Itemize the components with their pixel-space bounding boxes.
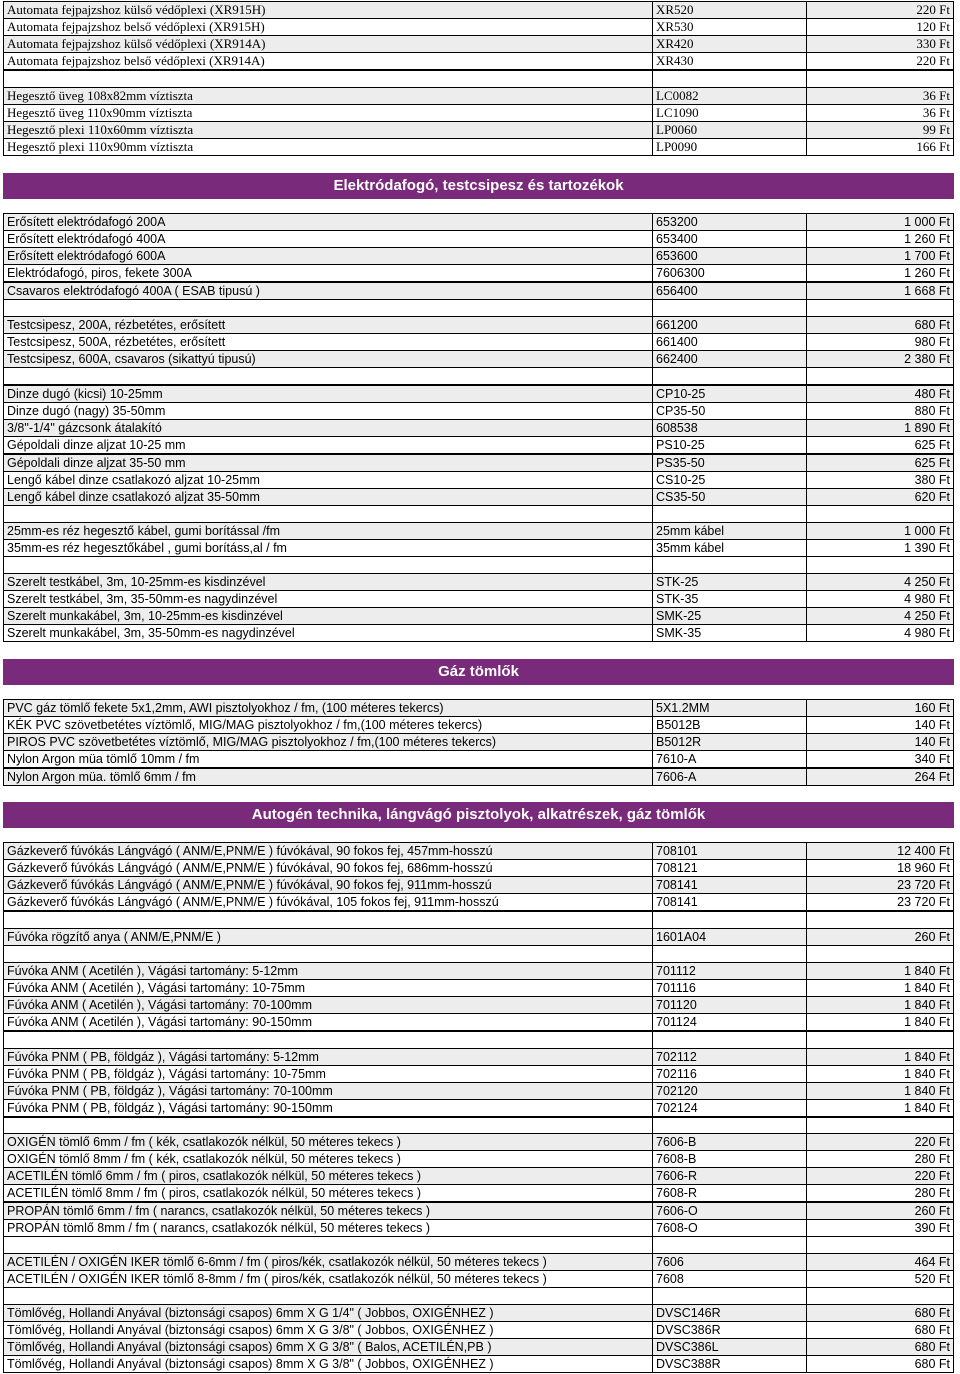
table-row: [3, 769, 954, 786]
table-row: [3, 214, 954, 231]
price-cell: 625 Ft: [806, 436, 954, 454]
price-cell: 880 Ft: [806, 402, 954, 420]
table-row: [3, 1049, 954, 1066]
table-row: [3, 980, 954, 997]
product-name-cell: Fúvóka PNM ( PB, földgáz ), Vágási tartomány: 70-100mm: [3, 1082, 653, 1100]
product-name-cell: Testcsipesz, 500A, rézbetétes, erősített: [3, 333, 653, 351]
product-name-cell: ACETILÉN tömlő 6mm / fm ( piros, csatlakozók nélkül, 50 méteres tekecs ): [3, 1167, 653, 1185]
empty-cell: [3, 911, 653, 929]
table-row: [3, 700, 954, 717]
empty-cell: [3, 299, 653, 317]
table-row: [3, 1151, 954, 1168]
price-cell: 260 Ft: [806, 928, 954, 946]
product-code-cell: 701120: [652, 996, 807, 1014]
empty-cell: [652, 945, 807, 963]
price-cell: 1 260 Ft: [806, 264, 954, 282]
price-cell: 1 840 Ft: [806, 1013, 954, 1031]
product-code-cell: 701124: [652, 1013, 807, 1031]
price-cell: 980 Ft: [806, 333, 954, 351]
table-row: [3, 472, 954, 489]
product-name-cell: Hegesztő plexi 110x90mm víztiszta: [3, 138, 653, 156]
price-cell: 464 Ft: [806, 1253, 954, 1271]
product-code-cell: 7606-B: [652, 1133, 807, 1151]
spacer-row: [3, 506, 954, 523]
product-name-cell: Fúvóka PNM ( PB, földgáz ), Vágási tartomány: 10-75mm: [3, 1065, 653, 1083]
price-cell: 1 000 Ft: [806, 522, 954, 540]
product-code-cell: 653200: [652, 213, 807, 231]
price-cell: 1 840 Ft: [806, 1099, 954, 1117]
price-cell: 220 Ft: [806, 1167, 954, 1185]
spacer-row: [3, 368, 954, 385]
product-name-cell: Szerelt testkábel, 3m, 35-50mm-es nagydinzével: [3, 590, 653, 608]
product-name-cell: PROPÁN tömlő 8mm / fm ( narancs, csatlakozók nélkül, 50 méteres tekecs ): [3, 1219, 653, 1237]
price-cell: 2 380 Ft: [806, 350, 954, 368]
table-row: [3, 717, 954, 734]
price-cell: 220 Ft: [806, 1, 954, 19]
product-code-cell: 702120: [652, 1082, 807, 1100]
empty-cell: [3, 945, 653, 963]
product-name-cell: Tömlővég, Hollandi Anyával (biztonsági csapos) 6mm X G 3/8" ( Jobbos, OXIGÉNHEZ ): [3, 1321, 653, 1339]
product-code-cell: SMK-35: [652, 624, 807, 642]
product-name-cell: Fúvóka ANM ( Acetilén ), Vágási tartomány: 70-100mm: [3, 996, 653, 1014]
product-name-cell: Szerelt munkakábel, 3m, 35-50mm-es nagydinzével: [3, 624, 653, 642]
section-header: Autogén technika, lángvágó pisztolyok, alkatrészek, gáz tömlők: [3, 802, 954, 828]
price-cell: 4 980 Ft: [806, 590, 954, 608]
price-cell: 36 Ft: [806, 87, 954, 105]
spacer-row: [3, 946, 954, 963]
product-name-cell: Csavaros elektródafogó 400A ( ESAB tipusú ): [3, 282, 653, 300]
product-code-cell: 5X1.2MM: [652, 699, 807, 717]
product-code-cell: 7608-O: [652, 1219, 807, 1237]
product-code-cell: 662400: [652, 350, 807, 368]
table-row: [3, 36, 954, 53]
product-name-cell: Hegesztő üveg 108x82mm víztiszta: [3, 87, 653, 105]
product-code-cell: 702124: [652, 1099, 807, 1117]
table-row: [3, 283, 954, 300]
spacer-row: [3, 300, 954, 317]
table-row: [3, 122, 954, 139]
product-name-cell: Automata fejpajzshoz belső védőplexi (XR915H): [3, 18, 653, 36]
product-name-cell: Fúvóka ANM ( Acetilén ), Vágási tartomány: 90-150mm: [3, 1013, 653, 1031]
empty-cell: [652, 1031, 807, 1049]
product-code-cell: 708141: [652, 876, 807, 894]
product-name-cell: Szerelt munkakábel, 3m, 10-25mm-es kisdinzével: [3, 607, 653, 625]
price-cell: 1 000 Ft: [806, 213, 954, 231]
product-name-cell: Gázkeverő fúvókás Lángvágó ( ANM/E,PNM/E ) fúvókával, 105 fokos fej, 911mm-hosszú: [3, 893, 653, 911]
price-cell: 680 Ft: [806, 1355, 954, 1373]
product-name-cell: Tömlővég, Hollandi Anyával (biztonsági csapos) 8mm X G 3/8" ( Jobbos, OXIGÉNHEZ ): [3, 1355, 653, 1373]
table-row: [3, 523, 954, 540]
table-row: [3, 1134, 954, 1151]
product-name-cell: KÉK PVC szövetbetétes víztömlő, MIG/MAG pisztolyokhoz / fm,(100 méteres tekercs): [3, 716, 653, 734]
empty-cell: [806, 505, 954, 523]
product-code-cell: CP10-25: [652, 385, 807, 403]
product-name-cell: Testcsipesz, 200A, rézbetétes, erősített: [3, 316, 653, 334]
product-name-cell: Tömlővég, Hollandi Anyával (biztonsági csapos) 6mm X G 1/4" ( Jobbos, OXIGÉNHEZ ): [3, 1304, 653, 1322]
price-cell: 4 250 Ft: [806, 573, 954, 591]
product-code-cell: 708141: [652, 893, 807, 911]
table-row: [3, 455, 954, 472]
product-name-cell: PIROS PVC szövetbetétes víztömlő, MIG/MAG pisztolyokhoz / fm,(100 méteres tekercs): [3, 733, 653, 751]
product-code-cell: 1601A04: [652, 928, 807, 946]
table-row: [3, 334, 954, 351]
price-cell: 280 Ft: [806, 1184, 954, 1202]
table-row: [3, 489, 954, 506]
table-row: [3, 105, 954, 122]
table-row: [3, 351, 954, 368]
product-name-cell: Fúvóka PNM ( PB, földgáz ), Vágási tartomány: 90-150mm: [3, 1099, 653, 1117]
product-code-cell: LC0082: [652, 87, 807, 105]
product-code-cell: STK-35: [652, 590, 807, 608]
table-row: [3, 1203, 954, 1220]
table-row: [3, 608, 954, 625]
table-row: [3, 625, 954, 642]
product-code-cell: LP0060: [652, 121, 807, 139]
product-name-cell: Fúvóka PNM ( PB, földgáz ), Vágási tartomány: 5-12mm: [3, 1048, 653, 1066]
table-row: [3, 1014, 954, 1031]
price-cell: 220 Ft: [806, 1133, 954, 1151]
empty-cell: [3, 1287, 653, 1305]
table-row: [3, 1083, 954, 1100]
empty-cell: [806, 556, 954, 574]
price-cell: 140 Ft: [806, 716, 954, 734]
price-cell: 23 720 Ft: [806, 876, 954, 894]
price-cell: 520 Ft: [806, 1270, 954, 1288]
table-row: [3, 1066, 954, 1083]
table-row: [3, 751, 954, 768]
product-code-cell: 7606: [652, 1253, 807, 1271]
product-name-cell: PROPÁN tömlő 6mm / fm ( narancs, csatlakozók nélkül, 50 méteres tekecs ): [3, 1202, 653, 1220]
table-row: [3, 860, 954, 877]
product-code-cell: 7608-R: [652, 1184, 807, 1202]
price-cell: 99 Ft: [806, 121, 954, 139]
empty-cell: [806, 367, 954, 385]
price-cell: 1 700 Ft: [806, 247, 954, 265]
product-name-cell: Nylon Argon müa tömlő 10mm / fm: [3, 750, 653, 768]
product-name-cell: Gépoldali dinze aljzat 10-25 mm: [3, 436, 653, 454]
product-code-cell: 653400: [652, 230, 807, 248]
table-row: [3, 877, 954, 894]
table-row: [3, 248, 954, 265]
price-cell: 1 840 Ft: [806, 1065, 954, 1083]
product-code-cell: LC1090: [652, 104, 807, 122]
product-code-cell: 7606-R: [652, 1167, 807, 1185]
empty-cell: [806, 70, 954, 88]
product-code-cell: 701116: [652, 979, 807, 997]
price-cell: 1 890 Ft: [806, 419, 954, 437]
product-name-cell: Lengő kábel dinze csatlakozó aljzat 10-25mm: [3, 471, 653, 489]
empty-cell: [652, 1117, 807, 1135]
product-code-cell: PS10-25: [652, 436, 807, 454]
product-name-cell: 25mm-es réz hegesztő kábel, gumi borítással /fm: [3, 522, 653, 540]
product-name-cell: Dinze dugó (nagy) 35-50mm: [3, 402, 653, 420]
price-cell: 1 668 Ft: [806, 282, 954, 300]
product-code-cell: B5012B: [652, 716, 807, 734]
empty-cell: [652, 505, 807, 523]
product-code-cell: DVSC146R: [652, 1304, 807, 1322]
product-code-cell: DVSC386R: [652, 1321, 807, 1339]
price-cell: 160 Ft: [806, 699, 954, 717]
product-code-cell: XR430: [652, 52, 807, 70]
product-code-cell: XR530: [652, 18, 807, 36]
price-cell: 680 Ft: [806, 316, 954, 334]
product-code-cell: 702116: [652, 1065, 807, 1083]
table-row: [3, 574, 954, 591]
price-cell: 1 840 Ft: [806, 1082, 954, 1100]
price-cell: 330 Ft: [806, 35, 954, 53]
empty-cell: [3, 367, 653, 385]
table-row: [3, 1271, 954, 1288]
product-name-cell: OXIGÉN tömlő 6mm / fm ( kék, csatlakozók nélkül, 50 méteres tekecs ): [3, 1133, 653, 1151]
table-row: [3, 403, 954, 420]
table-row: [3, 1356, 954, 1373]
price-cell: 680 Ft: [806, 1304, 954, 1322]
empty-cell: [3, 556, 653, 574]
table-row: [3, 437, 954, 454]
table-row: [3, 1339, 954, 1356]
product-code-cell: 608538: [652, 419, 807, 437]
product-code-cell: 653600: [652, 247, 807, 265]
table-row: [3, 19, 954, 36]
product-code-cell: DVSC386L: [652, 1338, 807, 1356]
product-name-cell: Szerelt testkábel, 3m, 10-25mm-es kisdinzével: [3, 573, 653, 591]
empty-cell: [652, 70, 807, 88]
product-code-cell: LP0090: [652, 138, 807, 156]
product-name-cell: Fúvóka ANM ( Acetilén ), Vágási tartomány: 5-12mm: [3, 962, 653, 980]
product-name-cell: Dinze dugó (kicsi) 10-25mm: [3, 385, 653, 403]
product-name-cell: ACETILÉN / OXIGÉN IKER tömlő 8-8mm / fm ( piros/kék, csatlakozók nélkül, 50 méteres tekecs ): [3, 1270, 653, 1288]
product-code-cell: B5012R: [652, 733, 807, 751]
product-name-cell: 35mm-es réz hegesztőkábel , gumi borításs,al / fm: [3, 539, 653, 557]
spacer-row: [3, 557, 954, 574]
empty-cell: [652, 556, 807, 574]
empty-cell: [806, 1236, 954, 1254]
price-cell: 380 Ft: [806, 471, 954, 489]
empty-cell: [806, 1117, 954, 1135]
product-code-cell: 656400: [652, 282, 807, 300]
product-code-cell: 25mm kábel: [652, 522, 807, 540]
table-row: [3, 317, 954, 334]
product-code-cell: PS35-50: [652, 454, 807, 472]
product-code-cell: 7610-A: [652, 750, 807, 768]
product-name-cell: Erősített elektródafogó 400A: [3, 230, 653, 248]
price-cell: 1 260 Ft: [806, 230, 954, 248]
product-name-cell: Erősített elektródafogó 200A: [3, 213, 653, 231]
table-row: [3, 843, 954, 860]
price-cell: 1 840 Ft: [806, 962, 954, 980]
price-cell: 4 250 Ft: [806, 607, 954, 625]
product-name-cell: Automata fejpajzshoz belső védőplexi (XR914A): [3, 52, 653, 70]
product-code-cell: 7606-A: [652, 768, 807, 786]
empty-cell: [3, 505, 653, 523]
product-name-cell: OXIGÉN tömlő 8mm / fm ( kék, csatlakozók nélkül, 50 méteres tekecs ): [3, 1150, 653, 1168]
table-row: [3, 88, 954, 105]
product-name-cell: Nylon Argon müa. tömlő 6mm / fm: [3, 768, 653, 786]
product-code-cell: STK-25: [652, 573, 807, 591]
price-cell: 680 Ft: [806, 1338, 954, 1356]
price-cell: 1 840 Ft: [806, 996, 954, 1014]
price-cell: 340 Ft: [806, 750, 954, 768]
spacer-row: [3, 1237, 954, 1254]
product-name-cell: 3/8"-1/4" gázcsonk átalakító: [3, 419, 653, 437]
empty-cell: [806, 1031, 954, 1049]
product-name-cell: Gázkeverő fúvókás Lángvágó ( ANM/E,PNM/E ) fúvókával, 90 fokos fej, 457mm-hosszú: [3, 842, 653, 860]
spacer-row: [3, 1288, 954, 1305]
empty-cell: [652, 911, 807, 929]
price-cell: 1 390 Ft: [806, 539, 954, 557]
price-cell: 166 Ft: [806, 138, 954, 156]
table-row: [3, 53, 954, 70]
product-name-cell: Automata fejpajzshoz külső védőplexi (XR914A): [3, 35, 653, 53]
price-cell: 120 Ft: [806, 18, 954, 36]
table-row: [3, 1185, 954, 1202]
product-code-cell: 35mm kábel: [652, 539, 807, 557]
spacer-row: [3, 912, 954, 929]
table-row: [3, 997, 954, 1014]
product-code-cell: CS35-50: [652, 488, 807, 506]
table-row: [3, 231, 954, 248]
table-row: [3, 1322, 954, 1339]
product-name-cell: Hegesztő üveg 110x90mm víztiszta: [3, 104, 653, 122]
price-cell: 680 Ft: [806, 1321, 954, 1339]
table-row: [3, 929, 954, 946]
product-code-cell: 701112: [652, 962, 807, 980]
product-name-cell: Tömlővég, Hollandi Anyával (biztonsági csapos) 6mm X G 3/8" ( Balos, ACETILÉN,PB ): [3, 1338, 653, 1356]
table-row: [3, 2, 954, 19]
table-row: [3, 420, 954, 437]
section-header: Gáz tömlők: [3, 659, 954, 685]
table-row: [3, 894, 954, 911]
product-name-cell: Automata fejpajzshoz külső védőplexi (XR915H): [3, 1, 653, 19]
price-cell: 140 Ft: [806, 733, 954, 751]
price-cell: 220 Ft: [806, 52, 954, 70]
price-cell: 280 Ft: [806, 1150, 954, 1168]
product-name-cell: Testcsipesz, 600A, csavaros (sikattyú tipusú): [3, 350, 653, 368]
table-row: [3, 1254, 954, 1271]
section-header: Elektródafogó, testcsipesz és tartozékok: [3, 173, 954, 199]
product-name-cell: Gázkeverő fúvókás Lángvágó ( ANM/E,PNM/E ) fúvókával, 90 fokos fej, 686mm-hosszú: [3, 859, 653, 877]
empty-cell: [652, 1236, 807, 1254]
product-name-cell: Gépoldali dinze aljzat 35-50 mm: [3, 454, 653, 472]
empty-cell: [3, 1236, 653, 1254]
price-cell: 625 Ft: [806, 454, 954, 472]
product-name-cell: Elektródafogó, piros, fekete 300A: [3, 264, 653, 282]
product-name-cell: Lengő kábel dinze csatlakozó aljzat 35-50mm: [3, 488, 653, 506]
empty-cell: [806, 1287, 954, 1305]
product-code-cell: CP35-50: [652, 402, 807, 420]
product-name-cell: ACETILÉN / OXIGÉN IKER tömlő 6-6mm / fm ( piros/kék, csatlakozók nélkül, 50 méteres tekecs ): [3, 1253, 653, 1271]
empty-cell: [806, 911, 954, 929]
product-name-cell: ACETILÉN tömlő 8mm / fm ( piros, csatlakozók nélkül, 50 méteres tekecs ): [3, 1184, 653, 1202]
table-row: [3, 1220, 954, 1237]
empty-cell: [806, 299, 954, 317]
table-row: [3, 1168, 954, 1185]
product-name-cell: Fúvóka ANM ( Acetilén ), Vágási tartomány: 10-75mm: [3, 979, 653, 997]
product-code-cell: XR420: [652, 35, 807, 53]
product-code-cell: XR520: [652, 1, 807, 19]
spacer-row: [3, 1032, 954, 1049]
product-name-cell: Gázkeverő fúvókás Lángvágó ( ANM/E,PNM/E ) fúvókával, 90 fokos fej, 911mm-hosszú: [3, 876, 653, 894]
product-code-cell: 7606-O: [652, 1202, 807, 1220]
price-cell: 1 840 Ft: [806, 979, 954, 997]
product-code-cell: 7608: [652, 1270, 807, 1288]
table-row: [3, 139, 954, 156]
price-cell: 12 400 Ft: [806, 842, 954, 860]
product-code-cell: 7606300: [652, 264, 807, 282]
product-code-cell: DVSC388R: [652, 1355, 807, 1373]
price-cell: 264 Ft: [806, 768, 954, 786]
table-row: [3, 1100, 954, 1117]
table-row: [3, 1305, 954, 1322]
product-code-cell: 708101: [652, 842, 807, 860]
empty-cell: [3, 70, 653, 88]
product-code-cell: 661400: [652, 333, 807, 351]
spacer-row: [3, 71, 954, 88]
empty-cell: [652, 299, 807, 317]
product-code-cell: 7608-B: [652, 1150, 807, 1168]
price-cell: 480 Ft: [806, 385, 954, 403]
product-code-cell: CS10-25: [652, 471, 807, 489]
empty-cell: [3, 1117, 653, 1135]
product-code-cell: SMK-25: [652, 607, 807, 625]
empty-cell: [652, 367, 807, 385]
price-cell: 390 Ft: [806, 1219, 954, 1237]
product-code-cell: 702112: [652, 1048, 807, 1066]
price-cell: 1 840 Ft: [806, 1048, 954, 1066]
table-row: [3, 265, 954, 282]
table-row: [3, 734, 954, 751]
product-name-cell: Hegesztő plexi 110x60mm víztiszta: [3, 121, 653, 139]
table-row: [3, 386, 954, 403]
product-name-cell: Erősített elektródafogó 600A: [3, 247, 653, 265]
table-row: [3, 591, 954, 608]
table-row: [3, 963, 954, 980]
price-cell: 620 Ft: [806, 488, 954, 506]
price-cell: 18 960 Ft: [806, 859, 954, 877]
empty-cell: [806, 945, 954, 963]
empty-cell: [652, 1287, 807, 1305]
empty-cell: [3, 1031, 653, 1049]
price-cell: 36 Ft: [806, 104, 954, 122]
product-code-cell: 708121: [652, 859, 807, 877]
price-cell: 23 720 Ft: [806, 893, 954, 911]
table-row: [3, 540, 954, 557]
price-cell: 4 980 Ft: [806, 624, 954, 642]
product-code-cell: 661200: [652, 316, 807, 334]
product-name-cell: Fúvóka rögzítő anya ( ANM/E,PNM/E ): [3, 928, 653, 946]
price-cell: 260 Ft: [806, 1202, 954, 1220]
product-name-cell: PVC gáz tömlő fekete 5x1,2mm, AWI pisztolyokhoz / fm, (100 méteres tekercs): [3, 699, 653, 717]
